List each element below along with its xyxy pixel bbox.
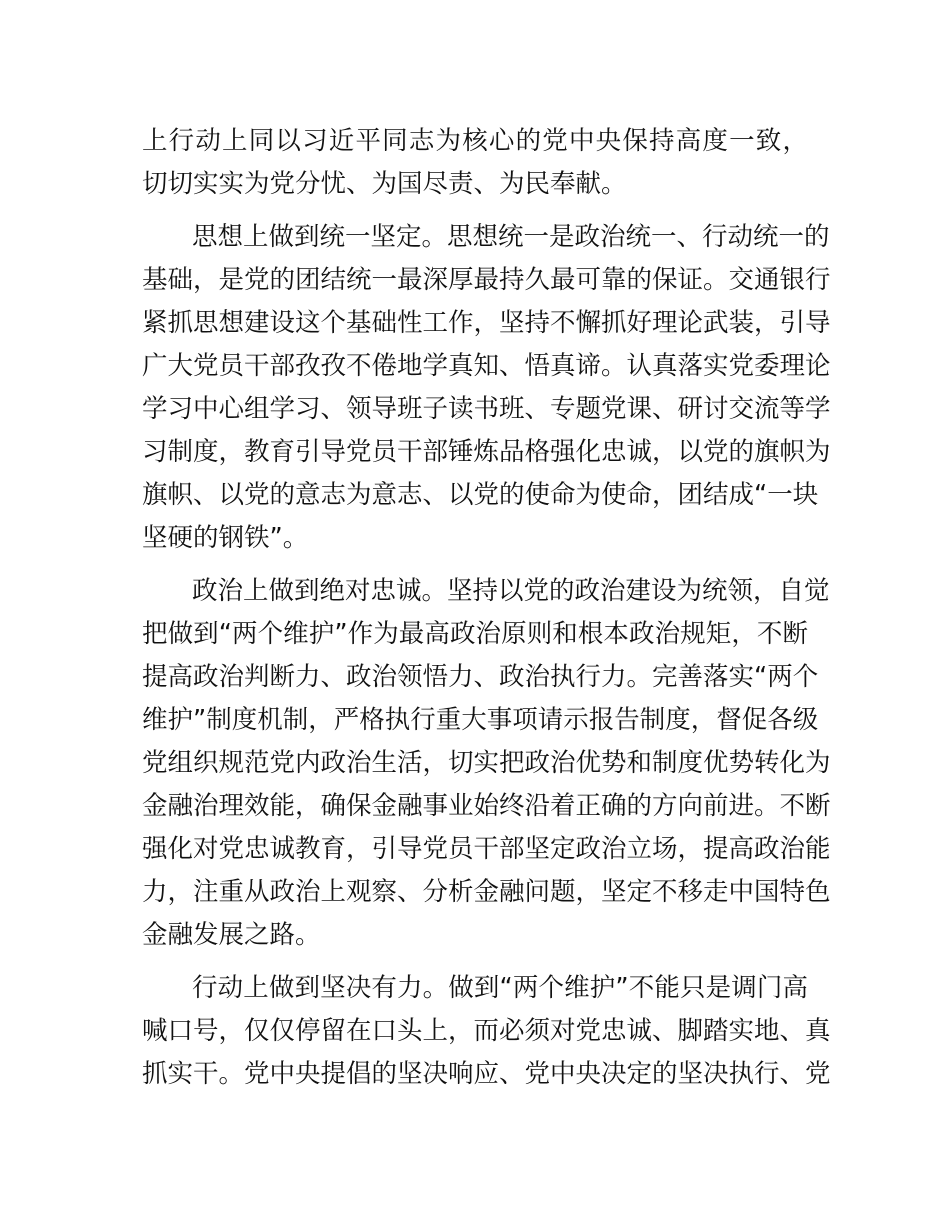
text-line: 喊口号，仅仅停留在口头上，而必须对党忠诚、脚踏实地、真 xyxy=(142,1016,831,1046)
text-line: 政治上做到绝对忠诚。坚持以党的政治建设为统领，自觉 xyxy=(192,576,830,606)
text-line: 广大党员干部孜孜不倦地学真知、悟真谛。认真落实党委理论 xyxy=(142,351,831,381)
text-line: 金融发展之路。 xyxy=(142,920,321,950)
paragraph-1 xyxy=(142,120,808,206)
text-line: 旗帜、以党的意志为意志、以党的使命为使命，团结成“一块 xyxy=(142,480,819,510)
text-line: 把做到“两个维护”作为最高政治原则和根本政治规矩，不断 xyxy=(142,619,808,649)
text-line: 基础，是党的团结统一最深厚最持久最可靠的保证。交通银行 xyxy=(142,265,831,295)
document-page xyxy=(142,120,831,1106)
text-line: 行动上做到坚决有力。做到“两个维护”不能只是调门高 xyxy=(192,973,808,1003)
text-line: 上行动上同以习近平同志为核心的党中央保持高度一致， xyxy=(142,126,808,156)
text-line: 党组织规范党内政治生活，切实把政治优势和制度优势转化为 xyxy=(142,748,831,778)
text-line: 力，注重从政治上观察、分析金融问题，坚定不移走中国特色 xyxy=(142,877,831,907)
paragraph-2 xyxy=(142,216,831,560)
text-line: 抓实干。党中央提倡的坚决响应、党中央决定的坚决执行、党 xyxy=(142,1059,831,1089)
text-line: 维护”制度机制，严格执行重大事项请示报告制度，督促各级 xyxy=(142,705,819,735)
text-line: 切切实实为党分忧、为国尽责、为民奉献。 xyxy=(142,169,627,199)
text-line: 提高政治判断力、政治领悟力、政治执行力。完善落实“两个 xyxy=(142,662,819,692)
text-line: 金融治理效能，确保金融事业始终沿着正确的方向前进。不断 xyxy=(142,791,831,821)
text-line: 思想上做到统一坚定。思想统一是政治统一、行动统一的 xyxy=(192,222,830,252)
paragraph-4 xyxy=(142,967,831,1096)
text-line: 紧抓思想建设这个基础性工作，坚持不懈抓好理论武装，引导 xyxy=(142,308,831,338)
text-line: 学习中心组学习、领导班子读书班、专题党课、研讨交流等学 xyxy=(142,394,831,424)
paragraph-3 xyxy=(142,570,831,957)
text-line: 习制度，教育引导党员干部锤炼品格强化忠诚，以党的旗帜为 xyxy=(142,437,831,467)
text-line: 强化对党忠诚教育，引导党员干部坚定政治立场，提高政治能 xyxy=(142,834,831,864)
text-line: 坚硬的钢铁”。 xyxy=(142,523,309,553)
